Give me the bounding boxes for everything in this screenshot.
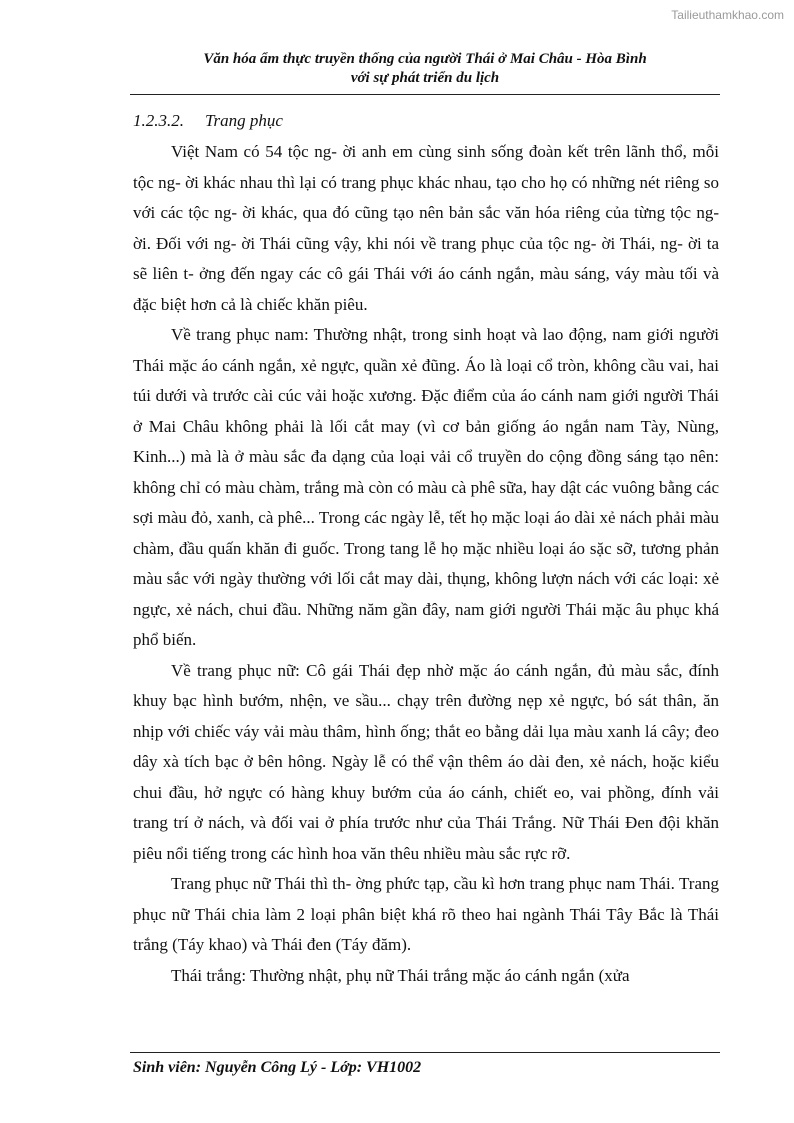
section-number: 1.2.3.2.	[133, 111, 184, 130]
footer-divider	[130, 1052, 720, 1053]
body-text	[133, 137, 719, 991]
running-footer: Sinh viên: Nguyễn Công Lý - Lớp: VH1002	[133, 1059, 422, 1076]
section-heading	[133, 110, 283, 132]
paragraph: Việt Nam có 54 tộc ng- ời anh em cùng sinh sống đoàn kết trên lãnh thổ, mỗi tộc ng- ời khác nhau thì lại có trang phục khác nhau, tạo cho họ có những nét riêng so với các tộc ng- ời khác, qua đó cũng tạo nên bản sắc văn hóa riêng của từng tộc ng- ời. Đối với ng- ời Thái cũng vậy, khi nói về trang phục của tộc ng- ời Thái, ng- ời ta sẽ liên t- ởng đến ngay các cô gái Thái với áo cánh ngắn, màu sáng, váy màu tối và đặc biệt hơn cả là chiếc khăn piêu.	[133, 142, 719, 314]
paragraph: Về trang phục nữ: Cô gái Thái đẹp nhờ mặc áo cánh ngắn, đủ màu sắc, đính khuy bạc hình bướm, nhện, ve sầu... chạy trên đường nẹp xẻ ngực, bó sát thân, ăn nhịp với chiếc váy vải màu thâm, hình ống; thắt eo bằng dải lụa màu xanh lá cây; đeo dây xà tích bạc ở bên hông. Ngày lễ có thể vận thêm áo dài đen, xẻ nách, hoặc kiểu chui đầu, hở ngực có hàng khuy bướm của áo cánh, chiết eo, vai phồng, đính vải trang trí ở nách, và đối vai ở phía trước như của Thái Trắng. Nữ Thái Đen đội khăn piêu nổi tiếng trong các hình hoa văn thêu nhiều màu sắc rực rỡ.	[133, 660, 719, 863]
header-line-2: với sự phát triển du lịch	[350, 70, 500, 86]
paragraph: Trang phục nữ Thái thì th- ờng phức tạp, cầu kì hơn trang phục nam Thái. Trang phục nữ Thái chia làm 2 loại phân biệt khá rõ theo hai ngành Thái Tây Bắc là Thái trắng (Táy khao) và Thái đen (Táy đăm).	[133, 874, 719, 954]
section-title: Trang phục	[205, 111, 283, 130]
header-line-1: Văn hóa ẩm thực truyền thống của người Thái ở Mai Châu - Hòa Bình	[203, 51, 647, 67]
watermark: Tailieuthamkhao.com	[671, 8, 784, 22]
running-header	[130, 50, 720, 88]
paragraph: Về trang phục nam: Thường nhật, trong sinh hoạt và lao động, nam giới người Thái mặc áo cánh ngắn, xẻ ngực, quần xẻ đũng. Áo là loại cổ tròn, không cầu vai, hai túi dưới và trước cài cúc vải hoặc xương. Đặc điểm của áo cánh nam giới người Thái ở Mai Châu không phải là lối cắt may (vì cơ bản giống áo ngắn nam Tày, Nùng, Kinh...) mà là ở màu sắc đa dạng của loại vải cổ truyền do cộng đồng sáng tạo nên: không chỉ có màu chàm, trắng mà còn có màu cà phê sữa, hay dật các vuông bằng các sợi màu đỏ, xanh, cà phê... Trong các ngày lễ, tết họ mặc loại áo dài xẻ nách phải màu chàm, đầu quấn khăn đi guốc. Trong tang lễ họ mặc nhiều loại áo sặc sỡ, tương phản màu sắc với ngày thường với lối cắt may dài, thụng, không lượn nách với các loại: xẻ ngực, xẻ nách, chui đầu. Những năm gần đây, nam giới người Thái mặc âu phục khá phổ biến.	[133, 325, 719, 649]
header-divider	[130, 94, 720, 95]
paragraph: Thái trắng: Thường nhật, phụ nữ Thái trắng mặc áo cánh ngắn (xửa	[171, 965, 630, 985]
